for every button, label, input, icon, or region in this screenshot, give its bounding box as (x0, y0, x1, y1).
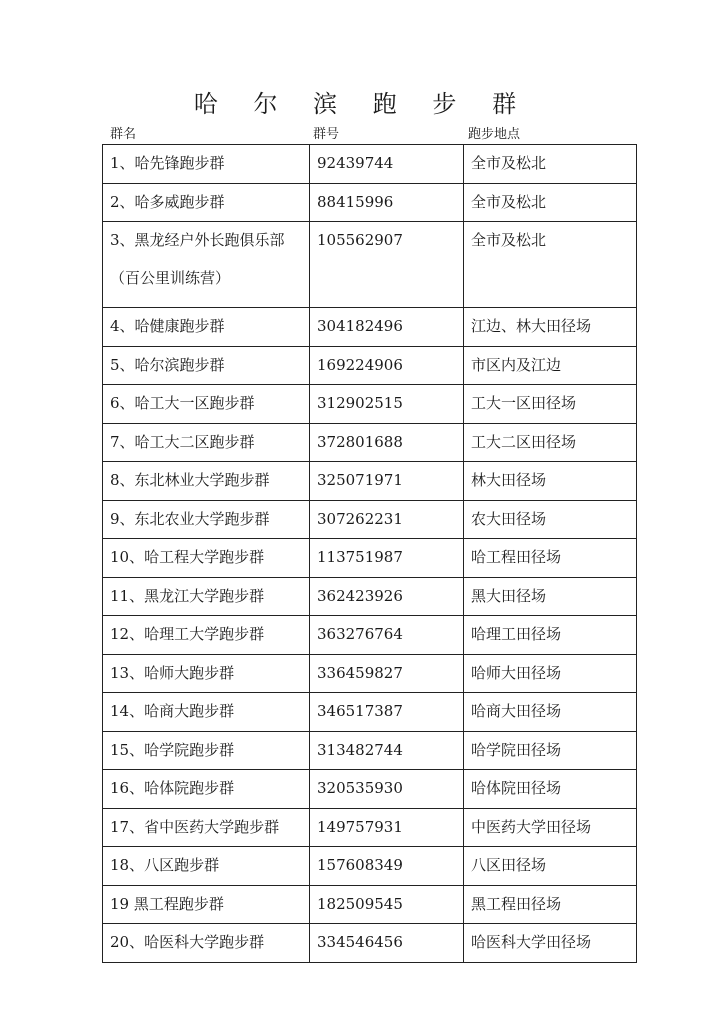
column-labels (0, 127, 724, 143)
group-name-line: 3、黑龙经户外长跑俱乐部 (110, 231, 285, 249)
column-label-name: 群名 (110, 127, 137, 142)
table-row (103, 346, 637, 385)
group-number-cell: 304182496 (310, 308, 464, 347)
group-location-cell: 哈理工田径场 (464, 616, 637, 655)
group-location-cell: 全市及松北 (464, 145, 637, 184)
table-row (103, 145, 637, 184)
group-number-cell: 336459827 (310, 654, 464, 693)
group-number-cell: 92439744 (310, 145, 464, 184)
table-row (103, 847, 637, 886)
table-row (103, 731, 637, 770)
group-name-cell: 1、哈先锋跑步群 (103, 145, 310, 184)
group-location-cell: 哈工程田径场 (464, 539, 637, 578)
group-name-cell: 10、哈工程大学跑步群 (103, 539, 310, 578)
group-location-cell: 哈医科大学田径场 (464, 924, 637, 963)
group-name-cell: 15、哈学院跑步群 (103, 731, 310, 770)
group-number-cell: 362423926 (310, 577, 464, 616)
group-number-cell: 363276764 (310, 616, 464, 655)
group-name-cell: 16、哈体院跑步群 (103, 770, 310, 809)
group-location-cell: 哈学院田径场 (464, 731, 637, 770)
group-number-cell: 312902515 (310, 385, 464, 424)
table-row (103, 500, 637, 539)
table-row (103, 770, 637, 809)
table-row (103, 423, 637, 462)
table-row (103, 616, 637, 655)
table-row (103, 462, 637, 501)
group-name-cell: 8、东北林业大学跑步群 (103, 462, 310, 501)
group-location-cell: 中医药大学田径场 (464, 808, 637, 847)
running-groups-table (102, 144, 637, 963)
group-number-cell: 88415996 (310, 183, 464, 222)
group-name-cell: 14、哈商大跑步群 (103, 693, 310, 732)
group-location-cell: 工大一区田径场 (464, 385, 637, 424)
group-number-cell: 325071971 (310, 462, 464, 501)
group-number-cell: 157608349 (310, 847, 464, 886)
group-name-cell: 4、哈健康跑步群 (103, 308, 310, 347)
group-number-cell: 149757931 (310, 808, 464, 847)
group-number-cell: 313482744 (310, 731, 464, 770)
group-number-cell: 105562907 (310, 222, 464, 308)
group-name-cell: 9、东北农业大学跑步群 (103, 500, 310, 539)
group-number-cell: 307262231 (310, 500, 464, 539)
group-name-cell: 7、哈工大二区跑步群 (103, 423, 310, 462)
table-row (103, 385, 637, 424)
group-location-cell: 全市及松北 (464, 222, 637, 308)
table-row (103, 222, 637, 308)
table-row (103, 924, 637, 963)
group-name-cell: 11、黑龙江大学跑步群 (103, 577, 310, 616)
group-name-cell: 12、哈理工大学跑步群 (103, 616, 310, 655)
group-name-cell: 2、哈多威跑步群 (103, 183, 310, 222)
group-location-cell: 哈体院田径场 (464, 770, 637, 809)
group-location-cell: 黑大田径场 (464, 577, 637, 616)
group-location-cell: 八区田径场 (464, 847, 637, 886)
group-name-subline: （百公里训练营） (110, 269, 231, 287)
group-name-cell: 19 黑工程跑步群 (103, 885, 310, 924)
group-name-cell: 13、哈师大跑步群 (103, 654, 310, 693)
table-row (103, 693, 637, 732)
group-number-cell: 372801688 (310, 423, 464, 462)
group-location-cell: 工大二区田径场 (464, 423, 637, 462)
group-number-cell: 113751987 (310, 539, 464, 578)
table-row (103, 539, 637, 578)
group-location-cell: 哈师大田径场 (464, 654, 637, 693)
group-name-cell (103, 222, 310, 308)
group-name-cell: 17、省中医药大学跑步群 (103, 808, 310, 847)
column-label-number: 群号 (313, 127, 340, 142)
table-row (103, 183, 637, 222)
group-location-cell: 黑工程田径场 (464, 885, 637, 924)
column-label-location: 跑步地点 (468, 127, 521, 142)
table-row (103, 308, 637, 347)
group-name-cell: 6、哈工大一区跑步群 (103, 385, 310, 424)
group-location-cell: 农大田径场 (464, 500, 637, 539)
group-location-cell: 江边、林大田径场 (464, 308, 637, 347)
table-row (103, 885, 637, 924)
group-location-cell: 市区内及江边 (464, 346, 637, 385)
group-name-cell: 18、八区跑步群 (103, 847, 310, 886)
page-title: 哈 尔 滨 跑 步 群 (193, 90, 531, 118)
group-number-cell: 320535930 (310, 770, 464, 809)
group-number-cell: 346517387 (310, 693, 464, 732)
group-name-cell: 5、哈尔滨跑步群 (103, 346, 310, 385)
group-location-cell: 哈商大田径场 (464, 693, 637, 732)
group-number-cell: 182509545 (310, 885, 464, 924)
group-number-cell: 334546456 (310, 924, 464, 963)
table-row (103, 654, 637, 693)
group-location-cell: 全市及松北 (464, 183, 637, 222)
table-row (103, 577, 637, 616)
group-location-cell: 林大田径场 (464, 462, 637, 501)
table-row (103, 808, 637, 847)
group-number-cell: 169224906 (310, 346, 464, 385)
group-name-cell: 20、哈医科大学跑步群 (103, 924, 310, 963)
